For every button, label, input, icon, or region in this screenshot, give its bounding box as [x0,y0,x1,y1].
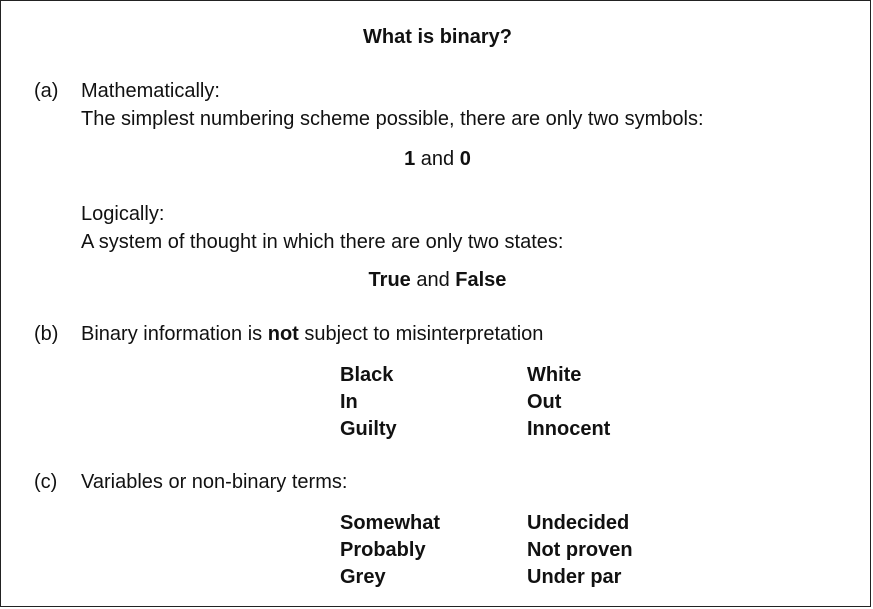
term-right: Not proven [527,539,633,561]
term-left: Probably [340,539,426,561]
section-c-label: (c) [34,471,58,493]
logic-state-false: False [455,269,507,291]
page-title: What is binary? [363,26,512,48]
section-a-label: (a) [34,80,59,102]
pair-left: Guilty [340,418,397,440]
logic-state-true: True [368,269,411,291]
term-right: Undecided [527,512,630,534]
term-left: Somewhat [340,512,441,534]
math-and: and [415,148,460,170]
logic-text: A system of thought in which there are only two states: [81,231,564,253]
section-b-text-bold: not [267,323,299,345]
math-symbols [1,147,873,171]
term-left: Grey [340,566,386,588]
logic-states [1,268,873,292]
math-symbol-zero: 0 [459,148,471,170]
section-b-text-after: subject to misinterpretation [298,323,544,345]
pair-right: White [527,364,582,386]
pair-left: Black [340,364,394,386]
section-b-label: (b) [34,323,59,345]
math-heading: Mathematically: [81,80,220,102]
logic-heading: Logically: [81,203,165,225]
section-b-text [81,322,543,346]
logic-and: and [410,269,456,291]
section-b-text-before: Binary information is [81,323,268,345]
math-symbol-one: 1 [404,148,416,170]
section-c-text: Variables or non-binary terms: [81,471,348,493]
pair-right: Innocent [527,418,611,440]
math-text: The simplest numbering scheme possible, there are only two symbols: [81,108,704,130]
pair-left: In [340,391,358,413]
term-right: Under par [527,566,622,588]
pair-right: Out [527,391,562,413]
